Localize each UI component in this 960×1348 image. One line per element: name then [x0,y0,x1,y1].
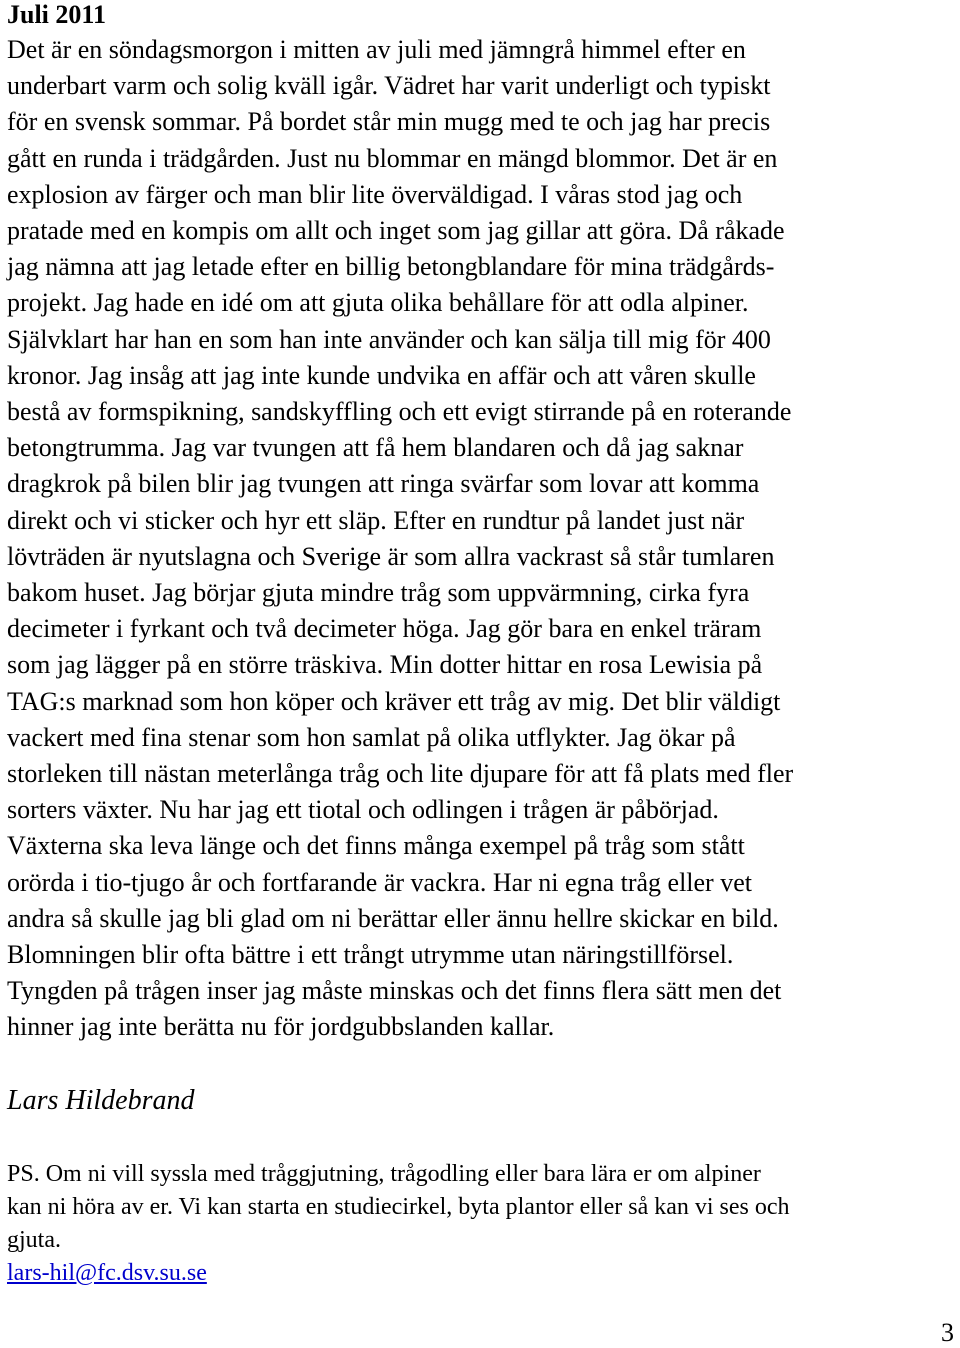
body-line: bakom huset. Jag börjar gjuta mindre tråg som uppvärmning, cirka fyra [7,578,750,608]
body-line: Blomningen blir ofta bättre i ett trångt utrymme utan näringstillförsel. [7,940,734,970]
body-line: direkt och vi sticker och hyr ett släp. Efter en rundtur på landet just när [7,505,745,535]
email-link[interactable]: lars-hil@fc.dsv.su.se [7,1260,207,1286]
article-heading: Juli 2011 [7,0,106,29]
postscript-line: PS. Om ni vill syssla med tråggjutning, trågodling eller bara lära er om alpiner [7,1161,761,1187]
body-line: sorters växter. Nu har jag ett tiotal och odlingen i trågen är påbörjad. [7,795,719,825]
body-line: lövträden är nyutslagna och Sverige är som allra vackrast så står tumlaren [7,541,775,571]
body-line: som jag lägger på en större träskiva. Min dotter hittar en rosa Lewisia på [7,650,763,680]
body-line: vackert med fina stenar som hon samlat på olika utflykter. Jag ökar på [7,722,736,752]
author-signature: Lars Hildebrand [7,1085,195,1116]
postscript-line: kan ni höra av er. Vi kan starta en studiecirkel, byta plantor eller så kan vi ses och [7,1194,790,1220]
body-line: jag nämna att jag letade efter en billig betongblandare för mina trädgårds- [7,252,775,282]
body-line: pratade med en kompis om allt och inget som jag gillar att göra. Då råkade [7,216,785,246]
body-line: betongtrumma. Jag var tvungen att få hem blandaren och då jag saknar [7,433,744,463]
body-line: dragkrok på bilen blir jag tvungen att ringa svärfar som lovar att komma [7,469,760,499]
body-line: orörda i tio-tjugo år och fortfarande är vackra. Har ni egna tråg eller vet [7,867,752,897]
body-line: Självklart har han en som han inte använder och kan sälja till mig för 400 [7,324,771,354]
body-line: Tyngden på trågen inser jag måste minskas och det finns flera sätt men det [7,976,782,1006]
body-line: storleken till nästan meterlånga tråg och lite djupare för att få plats med fler [7,759,794,789]
body-line: hinner jag inte berätta nu för jordgubbslanden kallar. [7,1012,555,1042]
body-line: projekt. Jag hade en idé om att gjuta olika behållare för att odla alpiner. [7,288,749,318]
body-line: underbart varm och solig kväll igår. Vädret har varit underligt och typiskt [7,71,771,101]
body-line: bestå av formspikning, sandskyffling och ett evigt stirrande på en roterande [7,397,792,427]
page-number: 3 [941,1318,954,1347]
body-line: gått en runda i trädgården. Just nu blommar en mängd blommor. Det är en [7,143,778,173]
body-line: Det är en söndagsmorgon i mitten av juli med jämngrå himmel efter en [7,35,746,64]
postscript-line: gjuta. [7,1227,61,1253]
body-line: kronor. Jag insåg att jag inte kunde undvika en affär och att våren skulle [7,360,756,390]
body-line: explosion av färger och man blir lite överväldigad. I våras stod jag och [7,179,743,209]
body-line: decimeter i fyrkant och två decimeter höga. Jag gör bara en enkel träram [7,614,762,644]
body-line: andra så skulle jag bli glad om ni berättar eller ännu hellre skickar en bild. [7,903,779,933]
postscript [7,1158,959,1257]
body-line: TAG:s marknad som hon köper och kräver ett tråg av mig. Det blir väldigt [7,686,781,716]
body-line: för en svensk sommar. På bordet står min mugg med te och jag har precis [7,107,771,137]
article-body [7,32,959,1046]
body-line: Växterna ska leva länge och det finns många exempel på tråg som stått [7,831,745,861]
